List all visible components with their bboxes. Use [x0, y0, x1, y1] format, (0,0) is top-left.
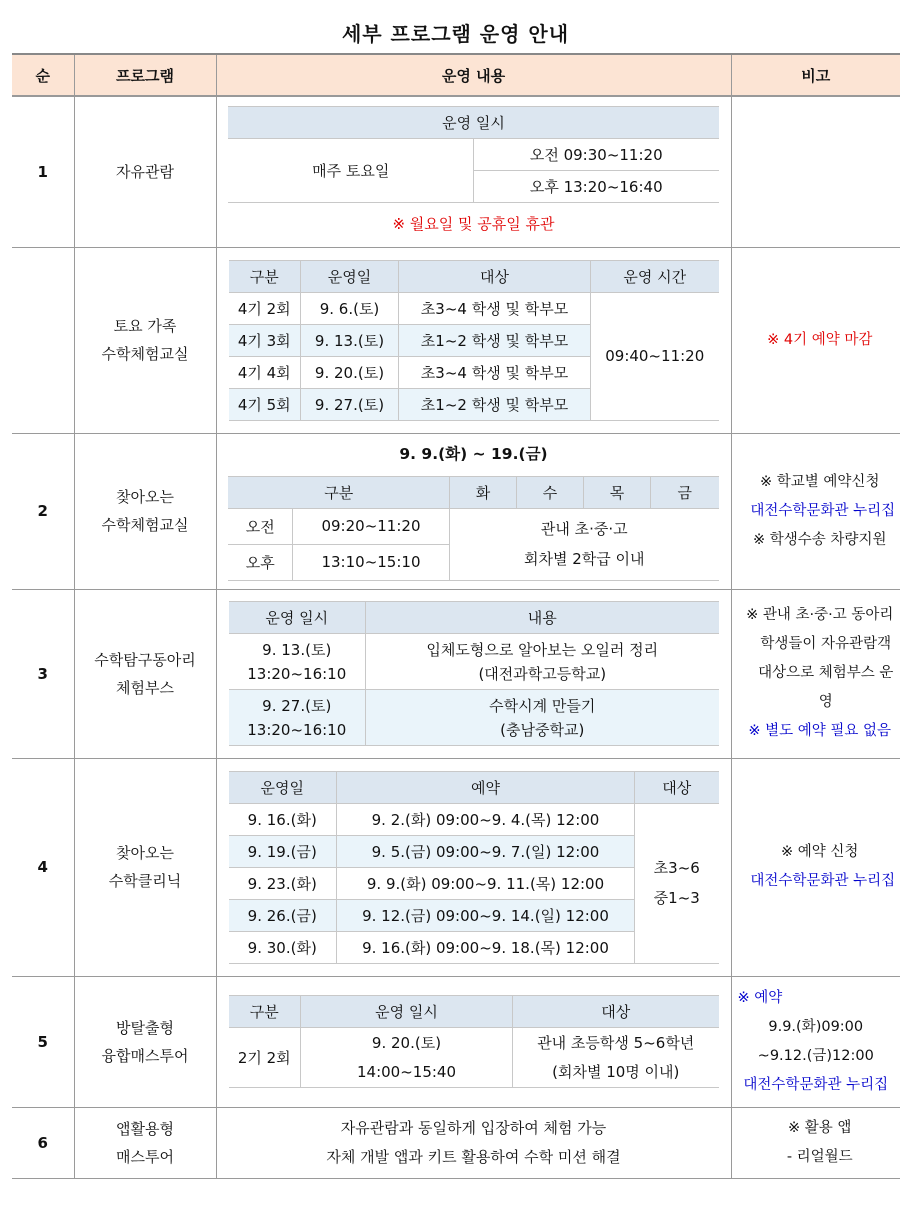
target — [450, 508, 719, 580]
school-line: (충남중학교) — [500, 720, 585, 739]
target: 초1~2 학생 및 학부모 — [399, 388, 591, 420]
note-line: ~9.12.(금)12:00 — [757, 1047, 874, 1064]
col-header: 내용 — [366, 602, 719, 634]
col-header: 운영 시간 — [591, 260, 719, 292]
header-program: 프로그램 — [74, 54, 216, 96]
row-number: 1 — [12, 96, 74, 247]
time-line: 13:20~16:10 — [247, 664, 347, 683]
note-line: - 리얼월드 — [786, 1148, 853, 1165]
col-header: 수 — [517, 476, 584, 508]
period: 9. 9.(화) ~ 19.(금) — [399, 444, 548, 463]
clinic-reservation: 9. 9.(화) 09:00~9. 11.(목) 12:00 — [337, 867, 635, 899]
note-line: 9.9.(화)09:00 — [768, 1018, 864, 1035]
booth-table — [229, 601, 719, 746]
program-name-line: 앱활용형 — [116, 1119, 174, 1138]
date: 9. 13.(토) — [301, 324, 399, 356]
header-content: 운영 내용 — [216, 54, 731, 96]
time-line: 13:20~16:10 — [247, 720, 347, 739]
booth-content — [366, 690, 719, 746]
program-name — [74, 247, 216, 433]
date-line: 9. 13.(토) — [262, 640, 332, 659]
note-cell — [731, 589, 900, 758]
target-line: (회차별 10명 이내) — [552, 1062, 680, 1081]
target-line: 관내 초등학생 5~6학년 — [537, 1033, 695, 1052]
col-header: 예약 — [337, 771, 635, 803]
col-header: 구분 — [228, 476, 449, 508]
program-name-line: 매스투어 — [116, 1147, 174, 1166]
note-line: 학생들이 자유관람객 — [760, 636, 892, 652]
col-header: 구분 — [229, 260, 301, 292]
target-line: 중1~3 — [653, 889, 700, 907]
slot-time: 13:10~15:10 — [292, 544, 449, 580]
note-cell — [731, 96, 900, 247]
col-header: 화 — [450, 476, 517, 508]
header-note: 비고 — [731, 54, 900, 96]
content-cell — [216, 433, 731, 589]
program-name-line: 수학클리닉 — [108, 872, 182, 890]
note-line: ※ 예약 신청 — [781, 844, 859, 860]
note-link: 대전수학문화관 누리집 — [750, 502, 896, 519]
program-name-line: 토요 가족 — [113, 317, 177, 335]
note-link: 대전수학문화관 누리집 — [750, 873, 896, 889]
date-line: 9. 27.(토) — [262, 696, 332, 715]
booth-date — [229, 634, 366, 690]
school-line: (대전과학고등학교) — [478, 664, 607, 683]
col-header: 운영 일시 — [229, 602, 366, 634]
col-header: 운영일 — [229, 771, 337, 803]
schedule-am: 오전 09:30~11:20 — [473, 138, 718, 170]
program-name-line: 융합매스투어 — [101, 1046, 189, 1065]
program-name-line: 체험부스 — [116, 678, 174, 697]
note-line: ※ 예약 — [737, 989, 783, 1006]
schedule-pm: 오후 13:20~16:40 — [473, 170, 718, 202]
note-line: 대상으로 체험부스 운영 — [758, 665, 894, 710]
content-cell — [216, 1107, 731, 1178]
family-class-table — [229, 260, 719, 421]
table-row — [12, 247, 900, 433]
schedule-header: 운영 일시 — [228, 106, 718, 138]
content-cell — [216, 589, 731, 758]
page-title: 세부 프로그램 운영 안내 — [341, 22, 570, 46]
escape-tour-table — [229, 995, 719, 1088]
program-name-line: 방탈출형 — [116, 1018, 174, 1037]
note-line: ※ 별도 예약 필요 없음 — [748, 723, 892, 739]
content-line: 입체도형으로 알아보는 오일러 정리 — [426, 640, 659, 659]
clinic-target — [635, 803, 719, 963]
note-cell — [731, 433, 900, 589]
clinic-table — [229, 771, 719, 964]
col-header: 금 — [651, 476, 719, 508]
note-line: ※ 학생수송 차량지원 — [753, 531, 887, 548]
session: 2기 2회 — [229, 1028, 301, 1088]
note-cell — [731, 976, 900, 1107]
col-header: 구분 — [229, 996, 301, 1028]
slot-label: 오전 — [228, 508, 292, 544]
tour-target — [513, 1028, 719, 1088]
clinic-reservation: 9. 2.(화) 09:00~9. 4.(목) 12:00 — [337, 803, 635, 835]
visit-class-table — [228, 476, 718, 581]
clinic-date: 9. 19.(금) — [229, 835, 337, 867]
note-link: 대전수학문화관 누리집 — [743, 1076, 889, 1093]
col-header: 대상 — [399, 260, 591, 292]
col-header: 대상 — [635, 771, 719, 803]
clinic-date: 9. 23.(화) — [229, 867, 337, 899]
program-name — [74, 976, 216, 1107]
header-num: 순 — [12, 54, 74, 96]
target-line: 초3~6 — [653, 859, 700, 877]
content-line: 자유관람과 동일하게 입장하여 체험 가능 — [340, 1118, 607, 1137]
clinic-date: 9. 30.(화) — [229, 931, 337, 963]
col-header: 운영 일시 — [301, 996, 513, 1028]
date-line: 9. 20.(토) — [371, 1033, 442, 1052]
col-header: 운영일 — [301, 260, 399, 292]
col-header: 목 — [584, 476, 651, 508]
content-cell — [216, 247, 731, 433]
row-number: 3 — [12, 589, 74, 758]
session: 4기 4회 — [229, 356, 301, 388]
table-row — [12, 758, 900, 976]
schedule-day: 매주 토요일 — [228, 138, 473, 202]
table-row — [12, 589, 900, 758]
col-header: 대상 — [513, 996, 719, 1028]
date: 9. 6.(토) — [301, 292, 399, 324]
slot-label: 오후 — [228, 544, 292, 580]
program-name-line: 수학체험교실 — [101, 516, 189, 534]
content-line: 자체 개발 앱과 키트 활용하여 수학 미션 해결 — [326, 1147, 621, 1166]
booth-date — [229, 690, 366, 746]
row-number: 2 — [12, 433, 74, 589]
program-name — [74, 589, 216, 758]
slot-time: 09:20~11:20 — [292, 508, 449, 544]
row-number — [12, 247, 74, 433]
program-table — [12, 53, 900, 1179]
content-cell — [216, 976, 731, 1107]
program-name-line: 수학탐구동아리 — [94, 650, 196, 669]
date: 9. 27.(토) — [301, 388, 399, 420]
schedule-table — [228, 106, 718, 203]
note-line: ※ 활용 앱 — [788, 1119, 852, 1136]
session: 4기 5회 — [229, 388, 301, 420]
table-row — [12, 96, 900, 247]
target: 초3~4 학생 및 학부모 — [399, 356, 591, 388]
program-name — [74, 758, 216, 976]
target: 초3~4 학생 및 학부모 — [399, 292, 591, 324]
clinic-date: 9. 26.(금) — [229, 899, 337, 931]
program-name-line: 수학체험교실 — [101, 345, 189, 363]
booth-content — [366, 634, 719, 690]
content-line: 수학시계 만들기 — [489, 696, 596, 715]
date: 9. 20.(토) — [301, 356, 399, 388]
note-cell: ※ 4기 예약 마감 — [731, 247, 900, 433]
table-row — [12, 433, 900, 589]
clinic-reservation: 9. 12.(금) 09:00~9. 14.(일) 12:00 — [337, 899, 635, 931]
note-cell — [731, 1107, 900, 1178]
program-name — [74, 1107, 216, 1178]
table-row — [12, 1107, 900, 1178]
clinic-reservation: 9. 16.(화) 09:00~9. 18.(목) 12:00 — [337, 931, 635, 963]
note-cell — [731, 758, 900, 976]
session: 4기 2회 — [229, 292, 301, 324]
program-name: 자유관람 — [74, 96, 216, 247]
program-name-line: 찾아오는 — [116, 844, 174, 862]
row-number: 4 — [12, 758, 74, 976]
time-line: 14:00~15:40 — [356, 1062, 457, 1081]
program-name — [74, 433, 216, 589]
closed-notice: ※ 월요일 및 공휴일 휴관 — [392, 214, 555, 233]
target: 초1~2 학생 및 학부모 — [399, 324, 591, 356]
program-name-line: 찾아오는 — [116, 488, 174, 506]
clinic-date: 9. 16.(화) — [229, 803, 337, 835]
content-cell — [216, 758, 731, 976]
tour-date — [301, 1028, 513, 1088]
session: 4기 3회 — [229, 324, 301, 356]
note-line: ※ 관내 초·중·고 동아리 — [746, 607, 894, 623]
table-header-row — [12, 54, 900, 96]
clinic-reservation: 9. 5.(금) 09:00~9. 7.(일) 12:00 — [337, 835, 635, 867]
row-number: 5 — [12, 976, 74, 1107]
table-row — [12, 976, 900, 1107]
content-cell — [216, 96, 731, 247]
note-line: ※ 학교별 예약신청 — [760, 473, 880, 490]
target-line: 회차별 2학급 이내 — [523, 550, 645, 568]
time: 09:40~11:20 — [591, 292, 719, 420]
row-number: 6 — [12, 1107, 74, 1178]
target-line: 관내 초·중·고 — [540, 520, 628, 538]
